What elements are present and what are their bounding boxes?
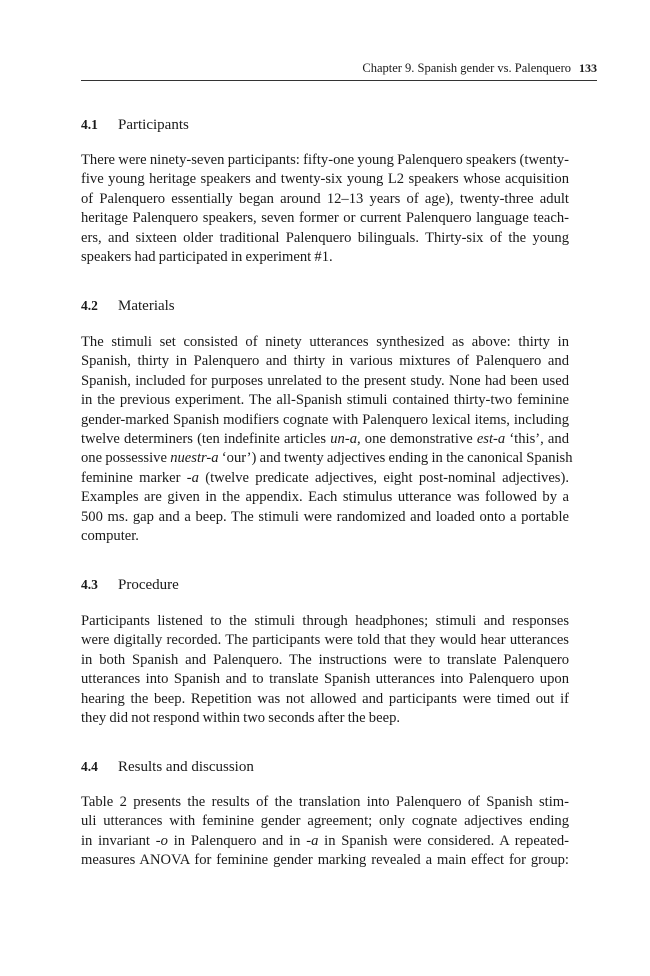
text-line: Spanish, included for purposes unrelated to the present study. None had been used xyxy=(81,372,569,389)
text-line: 500 ms. gap and a beep. The stimuli were randomized and loaded onto a portable xyxy=(81,508,569,525)
paragraph-results xyxy=(81,793,569,871)
text-run: in Palenquero and in xyxy=(167,832,307,849)
text-line xyxy=(81,469,569,488)
text-run: in Spanish were considered. A repeated- xyxy=(318,832,570,849)
text-run: , one demonstrative xyxy=(357,430,477,447)
page-number: 133 xyxy=(579,61,597,75)
text-line: There were ninety-seven participants: fifty-one young Palenquero speakers (twenty- xyxy=(81,152,569,168)
text-line: Participants listened to the stimuli through headphones; stimuli and responses xyxy=(81,613,569,629)
section-heading-participants xyxy=(81,115,189,135)
text-run: in invariant xyxy=(81,832,156,849)
text-run: (twelve predicate adjectives, eight post-nominal adjectives). xyxy=(198,469,569,486)
text-line: Table 2 presents the results of the translation into Palenquero of Spanish stim- xyxy=(81,794,569,810)
italic-term: -a xyxy=(186,469,199,486)
italic-term: -o xyxy=(155,832,168,849)
text-line: speakers had participated in experiment #1. xyxy=(81,248,333,265)
paragraph-procedure xyxy=(81,612,569,728)
text-run: twelve determiners (ten indefinite articles xyxy=(81,430,331,447)
text-line: gender-marked Spanish modifiers cognate with Palenquero lexical items, including xyxy=(81,411,569,428)
section-heading-procedure xyxy=(81,575,179,595)
section-heading-materials xyxy=(81,296,175,316)
text-line: Examples are given in the appendix. Each stimulus utterance was followed by a xyxy=(81,489,569,506)
italic-term: nuestr-a xyxy=(170,450,219,467)
italic-term: un-a xyxy=(330,430,357,447)
text-line: uli utterances with feminine gender agreement; only cognate adjectives ending xyxy=(81,813,569,830)
section-title: Results and discussion xyxy=(118,759,254,775)
section-title: Participants xyxy=(118,117,189,133)
text-line: measures ANOVA for feminine gender marking revealed a main effect for group: xyxy=(81,852,569,869)
section-number: 4.4 xyxy=(81,759,98,774)
text-line xyxy=(81,430,569,449)
text-line: Spanish, thirty in Palenquero and thirty in various mixtures of Palenquero and xyxy=(81,353,569,370)
text-run: ‘our’) and twenty adjectives ending in the canonical Spanish xyxy=(218,450,573,467)
text-line: in the previous experiment. The all-Spanish stimuli contained thirty-two feminine xyxy=(81,392,569,409)
running-head xyxy=(81,58,597,81)
text-line: The stimuli set consisted of ninety utterances synthesized as above: thirty in xyxy=(81,334,569,350)
text-line: utterances into Spanish and to translate Spanish utterances into Palenquero upon xyxy=(81,671,569,688)
text-line xyxy=(81,449,573,468)
text-line xyxy=(81,832,569,851)
section-title: Materials xyxy=(118,298,175,314)
italic-term: est-a xyxy=(476,430,506,447)
text-run: feminine marker xyxy=(81,469,187,486)
section-title: Procedure xyxy=(118,577,179,593)
paragraph-materials xyxy=(81,333,573,546)
italic-term: -a xyxy=(306,832,319,849)
text-line: hearing the beep. Repetition was not allowed and participants were timed out if xyxy=(81,690,569,707)
chapter-title: Chapter 9. Spanish gender vs. Palenquero xyxy=(362,61,571,75)
section-number: 4.2 xyxy=(81,298,98,313)
text-line: computer. xyxy=(81,527,139,544)
section-heading-results xyxy=(81,757,254,777)
text-line: five young heritage speakers and twenty-six young L2 speakers whose acquisition xyxy=(81,171,569,188)
section-number: 4.3 xyxy=(81,577,98,592)
text-line: heritage Palenquero speakers, seven former or current Palenquero language teach- xyxy=(81,210,569,227)
text-run: one possessive xyxy=(81,450,171,467)
text-line: they did not respond within two seconds after the beep. xyxy=(81,709,401,726)
text-line: in both Spanish and Palenquero. The instructions were to translate Palenquero xyxy=(81,651,569,668)
text-run: ‘this’, and xyxy=(505,430,569,447)
paragraph-participants xyxy=(81,151,569,267)
text-line: were digitally recorded. The participants were told that they would hear utterances xyxy=(81,632,569,649)
text-line: of Palenquero essentially began around 12–13 years of age), twenty-three adult xyxy=(81,190,569,207)
text-line: ers, and sixteen older traditional Palenquero bilinguals. Thirty-six of the young xyxy=(81,229,569,246)
section-number: 4.1 xyxy=(81,117,98,132)
